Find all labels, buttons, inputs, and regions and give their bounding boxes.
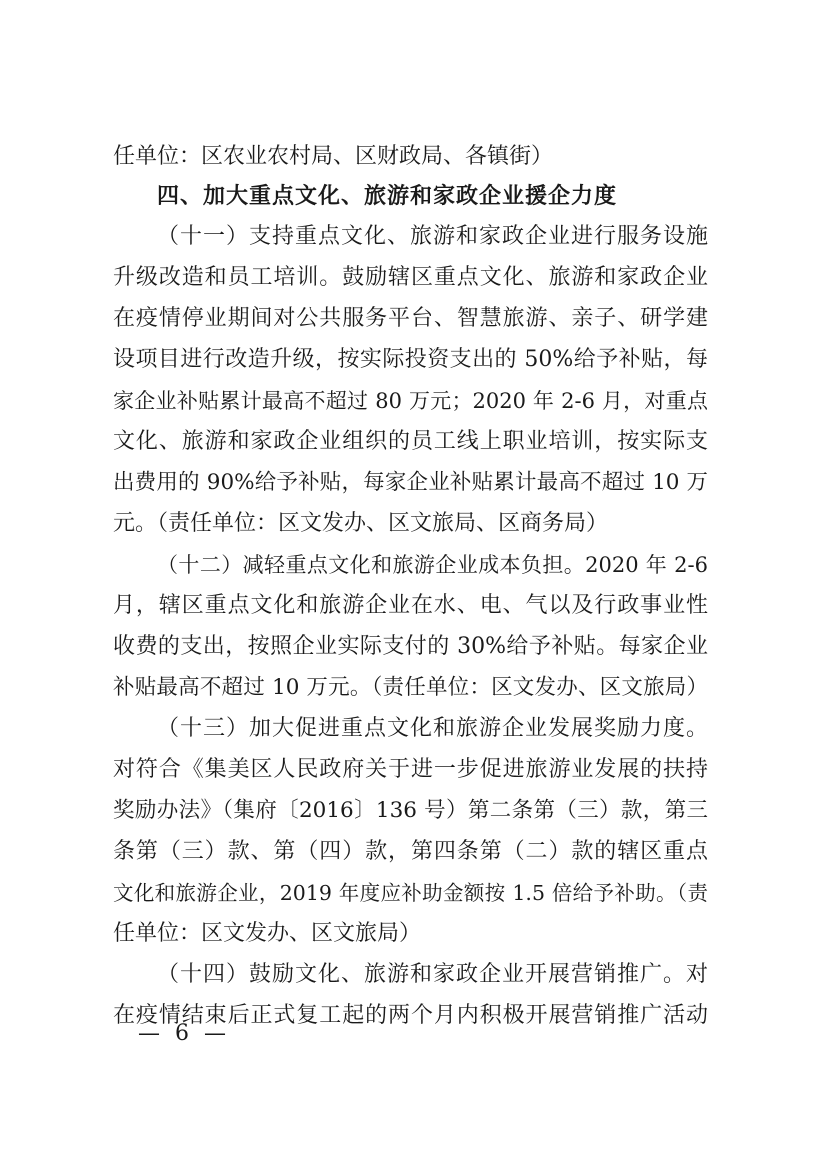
paragraph-first-line: （十一）支持重点文化、旅游和家政企业进行服务设施 bbox=[157, 224, 708, 249]
body-line: 文化和旅游企业，2019 年度应补助金额按 1.5 倍给予补助。（责 bbox=[113, 881, 708, 905]
body-line: 文化、旅游和家政企业组织的员工线上职业培训，按实际支 bbox=[113, 429, 708, 454]
page-number: — 6 — bbox=[138, 1021, 230, 1046]
body-line: 收费的支出，按照企业实际支付的 30%给予补贴。每家企业 bbox=[113, 634, 708, 659]
body-line: 家企业补贴累计最高不超过 80 万元；2020 年 2-6 月，对重点 bbox=[113, 389, 708, 413]
body-line: 在疫情结束后正式复工起的两个月内积极开展营销推广活动 bbox=[113, 1003, 708, 1028]
paragraph-first-line: （十二）减轻重点文化和旅游企业成本负担。2020 年 2-6 bbox=[157, 553, 708, 577]
section-heading: 四、加大重点文化、旅游和家政企业援企力度 bbox=[157, 184, 618, 209]
body-line: 任单位：区农业农村局、区财政局、各镇街） bbox=[113, 144, 554, 169]
body-line: 设项目进行改造升级，按实际投资支出的 50%给予补贴，每 bbox=[113, 347, 708, 372]
body-line: 任单位：区文发办、区文旅局） bbox=[113, 921, 422, 946]
body-line: 对符合《集美区人民政府关于进一步促进旅游业发展的扶持 bbox=[113, 757, 708, 782]
body-line: 条第（三）款、第（四）款，第四条第（二）款的辖区重点 bbox=[113, 839, 708, 864]
paragraph-first-line: （十四）鼓励文化、旅游和家政企业开展营销推广。对 bbox=[157, 962, 708, 987]
body-line: 在疫情停业期间对公共服务平台、智慧旅游、亲子、研学建 bbox=[113, 306, 708, 331]
body-line: 奖励办法》（集府〔2016〕136 号）第二条第（三）款，第三 bbox=[113, 798, 708, 823]
paragraph-first-line: （十三）加大促进重点文化和旅游企业发展奖励力度。 bbox=[157, 716, 708, 741]
body-line: 升级改造和员工培训。鼓励辖区重点文化、旅游和家政企业 bbox=[113, 265, 708, 290]
body-line: 出费用的 90%给予补贴，每家企业补贴累计最高不超过 10 万 bbox=[113, 470, 708, 495]
body-line: 元。（责任单位：区文发办、区文旅局、区商务局） bbox=[113, 511, 609, 536]
body-line: 补贴最高不超过 10 万元。（责任单位：区文发办、区文旅局） bbox=[113, 675, 708, 700]
body-line: 月，辖区重点文化和旅游企业在水、电、气以及行政事业性 bbox=[113, 593, 708, 618]
